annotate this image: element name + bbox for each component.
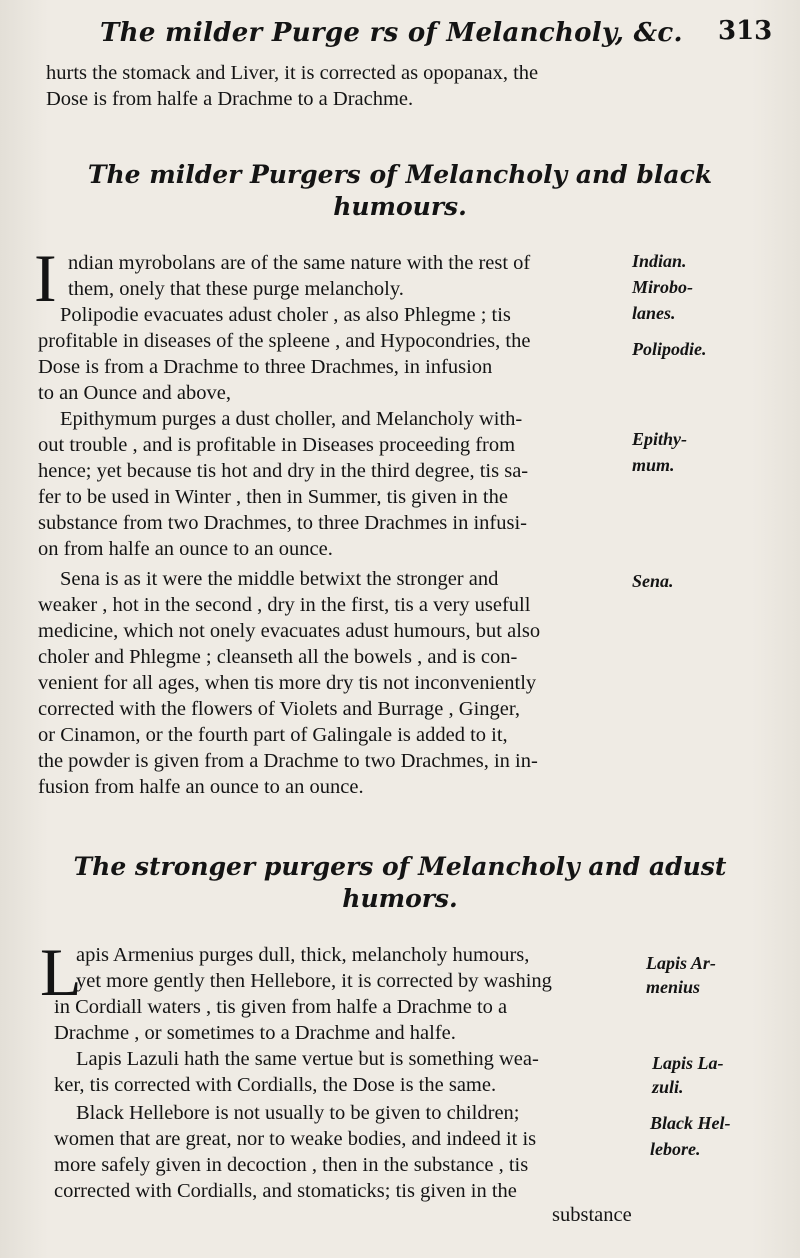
text-line: fer to be used in Winter , then in Summer, tis given in the bbox=[38, 486, 508, 508]
text-line: Lapis Lazuli hath the same vertue but is something wea- bbox=[76, 1048, 539, 1070]
margin-note: lebore. bbox=[650, 1139, 701, 1159]
margin-note: Mirobo- bbox=[632, 277, 694, 297]
margin-note: lanes. bbox=[632, 303, 676, 323]
margin-note: Epithy- bbox=[632, 429, 688, 449]
catchword: substance bbox=[552, 1204, 632, 1226]
text-line: women that are great, nor to weake bodies, and indeed it is bbox=[54, 1128, 537, 1150]
text-line: Drachme , or sometimes to a Drachme and halfe. bbox=[54, 1022, 456, 1044]
text-line: Sena is as it were the middle betwixt the stronger and bbox=[60, 568, 499, 590]
text-line: hurts the stomack and Liver, it is corrected as opopanax, the bbox=[46, 62, 539, 84]
text-line: apis Armenius purges dull, thick, melancholy humours, bbox=[76, 944, 530, 966]
margin-note: zuli. bbox=[652, 1077, 684, 1097]
text-line: them, onely that these purge melancholy. bbox=[68, 278, 404, 300]
margin-note: Sena. bbox=[632, 571, 674, 591]
text-line: Epithymum purges a dust choller, and Melancholy with- bbox=[60, 408, 523, 430]
text-line: Black Hellebore is not usually to be given to children; bbox=[76, 1102, 520, 1124]
margin-note: Polipodie. bbox=[632, 339, 707, 359]
text-line: to an Ounce and above, bbox=[38, 382, 231, 404]
margin-note: Indian. bbox=[632, 251, 687, 271]
text-line: on from halfe an ounce to an ounce. bbox=[38, 538, 333, 560]
text-line: Dose is from halfe a Drachme to a Drachme. bbox=[46, 88, 414, 110]
text-line: weaker , hot in the second , dry in the first, tis a very usefull bbox=[38, 594, 531, 616]
text-line: profitable in diseases of the spleene , and Hypocondries, the bbox=[38, 330, 531, 352]
text-line: corrected with the flowers of Violets and Burrage , Ginger, bbox=[38, 698, 521, 720]
text-line: ker, tis corrected with Cordialls, the Dose is the same. bbox=[54, 1074, 497, 1096]
text-line: hence; yet because tis hot and dry in the third degree, tis sa- bbox=[38, 460, 529, 482]
text-line: choler and Phlegme ; cleanseth all the bowels , and is con- bbox=[38, 646, 518, 668]
margin-note: Lapis La- bbox=[652, 1053, 724, 1073]
margin-note: menius bbox=[646, 977, 701, 997]
margin-note: Lapis Ar- bbox=[646, 953, 716, 973]
text-line: or Cinamon, or the fourth part of Galingale is added to it, bbox=[38, 724, 508, 746]
running-title: The milder Purge rs of Melancholy, &c. bbox=[100, 18, 683, 48]
text-line: ndian myrobolans are of the same nature with the rest of bbox=[68, 252, 531, 274]
text-line: more safely given in decoction , then in the substance , tis bbox=[54, 1154, 529, 1176]
margin-note: mum. bbox=[632, 455, 675, 475]
text-line: Dose is from a Drachme to three Drachmes, in infusion bbox=[38, 356, 493, 378]
text-line: venient for all ages, when tis more dry tis not inconveniently bbox=[38, 672, 537, 694]
section-heading-continued: humors. bbox=[342, 884, 458, 913]
text-line: out trouble , and is profitable in Diseases proceeding from bbox=[38, 434, 516, 456]
text-line: yet more gently then Hellebore, it is corrected by washing bbox=[76, 970, 552, 992]
text-line: corrected with Cordialls, and stomaticks; tis given in the bbox=[54, 1180, 517, 1202]
section-heading: The stronger purgers of Melancholy and adust bbox=[73, 852, 727, 881]
text-line: the powder is given from a Drachme to two Drachmes, in in- bbox=[38, 750, 538, 772]
section-heading-continued: humours. bbox=[333, 192, 467, 221]
text-line: Polipodie evacuates adust choler , as also Phlegme ; tis bbox=[60, 304, 511, 326]
margin-note: Black Hel- bbox=[650, 1113, 731, 1133]
page-number: 313 bbox=[718, 16, 773, 46]
text-line: substance from two Drachmes, to three Drachmes in infusi- bbox=[38, 512, 528, 534]
text-line: medicine, which not onely evacuates adust humours, but also bbox=[38, 620, 541, 642]
drop-capital: L bbox=[40, 934, 82, 1010]
section-heading: The milder Purgers of Melancholy and black bbox=[87, 160, 713, 189]
drop-capital: I bbox=[34, 240, 57, 316]
text-line: fusion from halfe an ounce to an ounce. bbox=[38, 776, 364, 798]
text-line: in Cordiall waters , tis given from halfe a Drachme to a bbox=[54, 996, 508, 1018]
